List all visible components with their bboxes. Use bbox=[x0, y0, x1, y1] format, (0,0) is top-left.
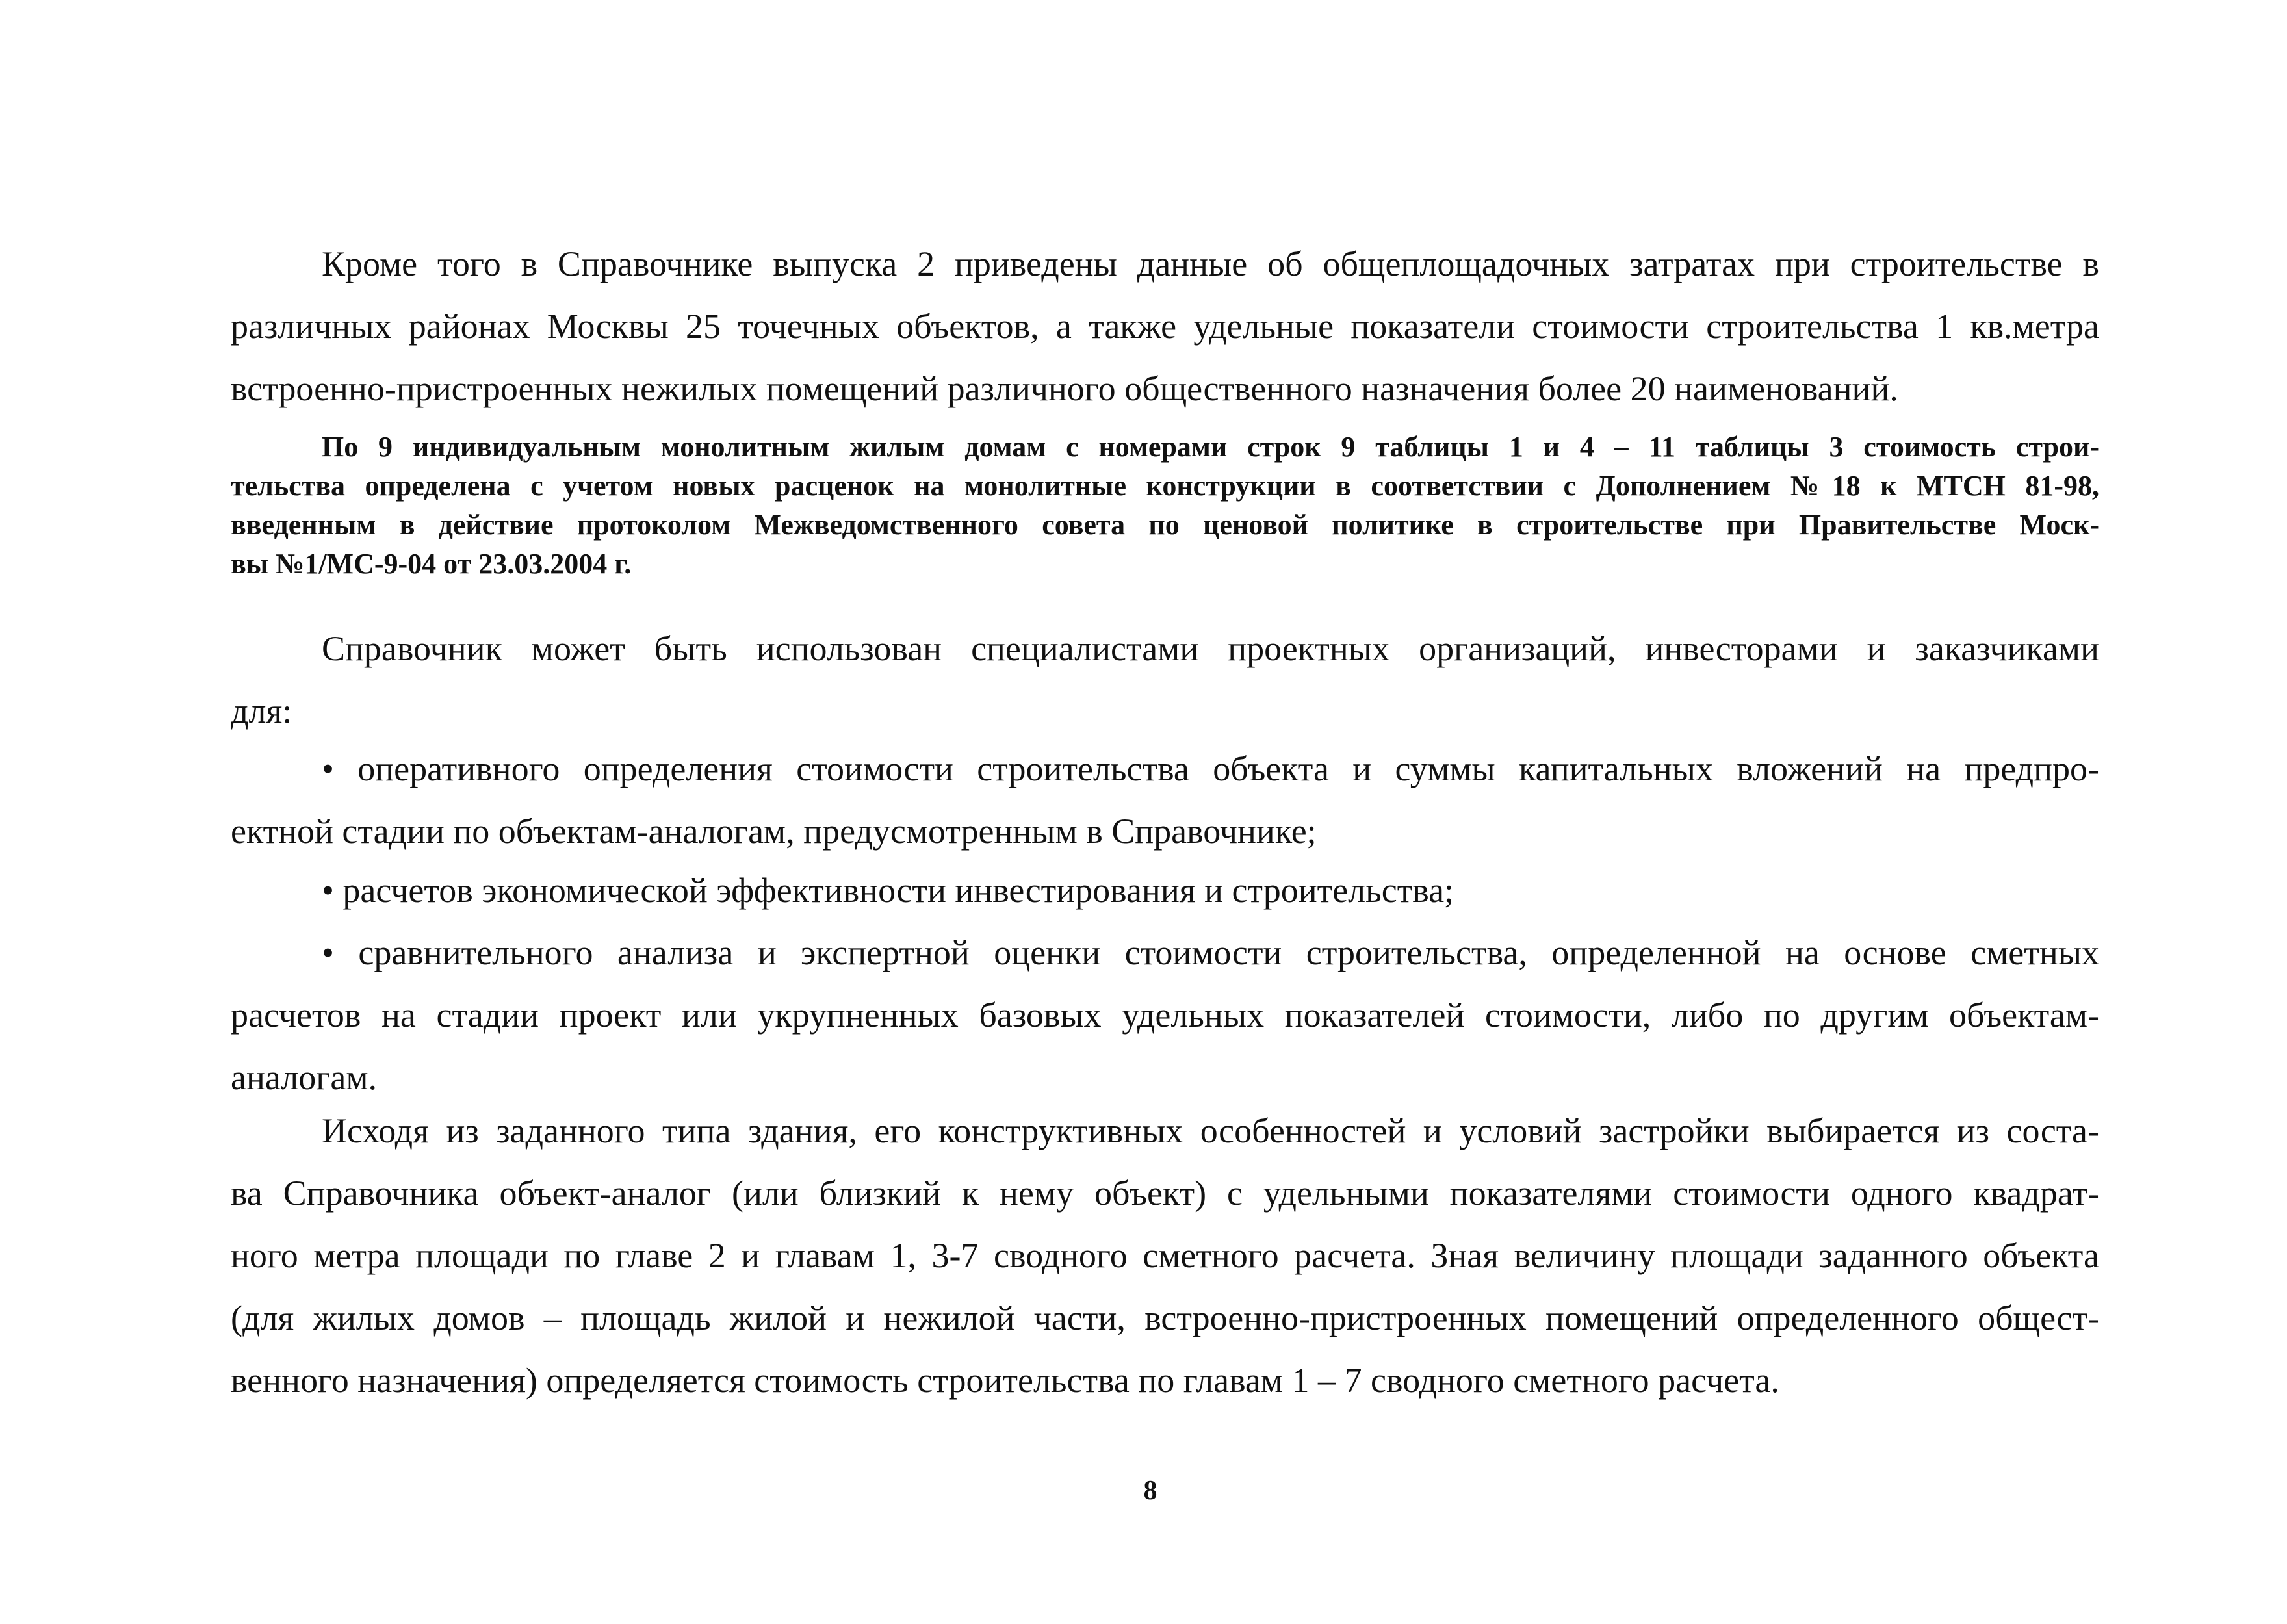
text-line: Кроме того в Справочнике выпуска 2 приведены данные об общеплощадочных затратах при строительстве в bbox=[322, 244, 2099, 283]
text-line: • оперативного определения стоимости строительства объекта и суммы капитальных вложений на предпро- bbox=[322, 749, 2100, 788]
text-line: венного назначения) определяется стоимость строительства по главам 1 – 7 сводного сметного расчета. bbox=[231, 1361, 1779, 1400]
bullet-icon: • bbox=[322, 933, 334, 972]
text-line: • расчетов экономической эффективности инвестирования и строительства; bbox=[322, 871, 1454, 910]
text-line: (для жилых домов – площадь жилой и нежилой части, встроенно-пристроенных помещений определенного общест- bbox=[231, 1298, 2099, 1337]
bullet-icon: • bbox=[322, 871, 334, 910]
text-line: различных районах Москвы 25 точечных объектов, а также удельные показатели стоимости строительства 1 кв.метра bbox=[231, 307, 2099, 346]
text-line: тельства определена с учетом новых расценок на монолитные конструкции в соответствии с Дополнением №18 к МТСН 81-98, bbox=[231, 470, 2099, 502]
text-line: ного метра площади по главе 2 и главам 1, 3-7 сводного сметного расчета. Зная величину площади заданного объекта bbox=[231, 1236, 2099, 1275]
bullet-icon: • bbox=[322, 749, 334, 788]
paragraph-general-costs bbox=[231, 233, 2099, 420]
text-line: Исходя из заданного типа здания, его конструктивных особенностей и условий застройки выбирается из соста- bbox=[322, 1111, 2099, 1150]
text-line: ектной стадии по объектам-аналогам, предусмотренным в Справочнике; bbox=[231, 812, 1317, 851]
paragraph-usage-intro bbox=[231, 617, 2099, 742]
page-number: 8 bbox=[1143, 1476, 1157, 1506]
bullet-item bbox=[231, 738, 2099, 862]
paragraph-method bbox=[231, 1100, 2099, 1411]
text-line: • сравнительного анализа и экспертной оценки стоимости строительства, определенной на основе сметных bbox=[322, 933, 2100, 972]
bullet-item bbox=[231, 859, 2099, 922]
text-line: ва Справочника объект-аналог (или близкий к нему объект) с удельными показателями стоимости одного квадрат- bbox=[231, 1174, 2099, 1213]
text-line: аналогам. bbox=[231, 1058, 378, 1097]
paragraph-monolithic-note bbox=[231, 428, 2099, 584]
text-line: Справочник может быть использован специалистами проектных организаций, инвесторами и заказчиками bbox=[322, 629, 2099, 668]
text-line: для: bbox=[231, 691, 292, 730]
text-line: расчетов на стадии проект или укрупненных базовых удельных показателей стоимости, либо по другим объектам- bbox=[231, 996, 2099, 1035]
text-line: введенным в действие протоколом Межведомственного совета по ценовой политике в строительстве при Правительстве Моск- bbox=[231, 509, 2099, 541]
text-line: вы №1/МС-9-04 от 23.03.2004 г. bbox=[231, 548, 632, 580]
text-line: По 9 индивидуальным монолитным жилым домам с номерами строк 9 таблицы 1 и 4 – 11 таблицы 3 стоимость строи- bbox=[322, 431, 2099, 463]
text-line: встроенно-пристроенных нежилых помещений различного общественного назначения более 20 наименований. bbox=[231, 369, 1898, 408]
bullet-item bbox=[231, 922, 2099, 1109]
